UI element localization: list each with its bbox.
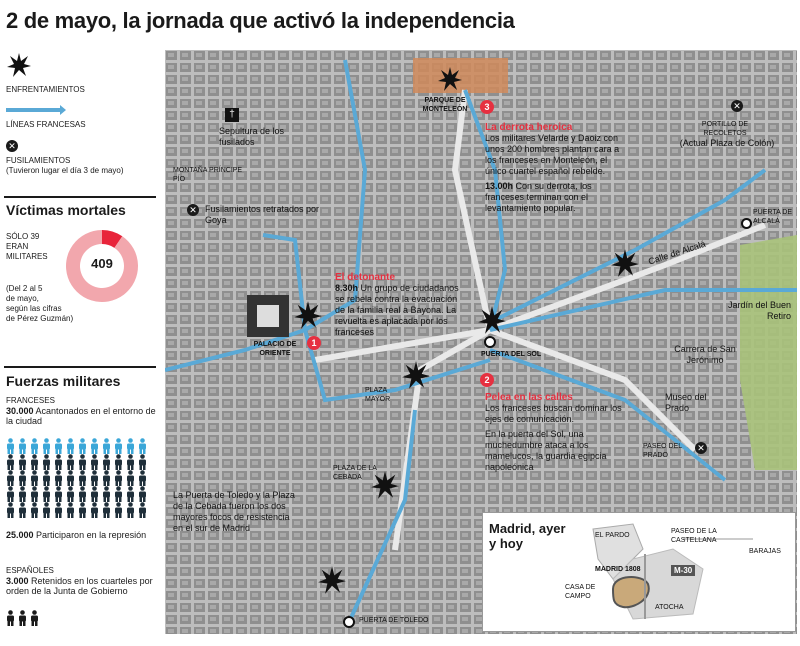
soldier-icon: [30, 454, 39, 470]
cross-icon: †: [225, 108, 239, 122]
inset-m30: M-30: [671, 565, 695, 576]
soldier-icon: [42, 502, 51, 518]
spanish-block: [6, 566, 156, 596]
soldier-icon: [126, 502, 135, 518]
spanish-label: ESPAÑOLES: [6, 566, 54, 575]
soldier-icon: [66, 454, 75, 470]
soldier-icon: [126, 486, 135, 502]
french-troops-icons: [6, 438, 158, 518]
legend-clashes: ENFRENTAMIENTOS: [6, 85, 85, 94]
victims-heading: Víctimas mortales: [6, 202, 126, 218]
soldier-icon: [42, 470, 51, 486]
soldier-icon: [126, 454, 135, 470]
spanish-count: 3.000: [6, 576, 29, 586]
soldier-icon: [66, 502, 75, 518]
event-text: Un grupo de ciudadanos se rebela contra la evacuación de la familia real a Bayona. La revuelta es aplacada por los franceses: [335, 283, 459, 337]
victims-note-line: de mayo,: [6, 294, 39, 303]
soldier-icon: [138, 470, 147, 486]
event-text: En la puerta del Sol, una muchedumbre ataca a los mamelucos, la guardia egipcia napoleónica: [485, 429, 607, 472]
inset-map: [482, 512, 796, 632]
explosion-icon: [610, 248, 640, 278]
explosion-icon: [6, 52, 32, 78]
soldier-icon: [6, 486, 15, 502]
french-block: [6, 396, 156, 426]
soldier-icon: [30, 502, 39, 518]
sol-marker: [484, 336, 496, 348]
soldier-icon: [54, 438, 63, 454]
soldier-icon: [66, 438, 75, 454]
victims-note: [6, 284, 73, 324]
soldier-icon: [54, 502, 63, 518]
repression-text: Participaron en la represión: [36, 530, 147, 540]
place-montana: MONTAÑA PRÍNCIPE PÍO: [173, 167, 243, 183]
soldier-icon: [102, 454, 111, 470]
soldier-icon: [78, 454, 87, 470]
soldier-icon: [18, 470, 27, 486]
soldier-icon: [78, 438, 87, 454]
soldier-icon: [90, 486, 99, 502]
execution-icon: ✕: [731, 100, 743, 112]
place-goya: Fusilamientos retratados por Goya: [205, 204, 320, 225]
event-title: La derrota heroica: [485, 122, 573, 133]
event-number: 2: [480, 373, 494, 387]
execution-icon: ✕: [6, 140, 18, 152]
forces-heading: Fuerzas militares: [6, 373, 121, 389]
french-lines-icon: [6, 105, 66, 115]
soldier-icon: [18, 454, 27, 470]
soldier-icon: [138, 502, 147, 518]
place-cebada: PLAZA DE LA CEBADA: [333, 465, 377, 481]
event-title: Pelea en las calles: [485, 392, 573, 403]
soldier-icon: [30, 470, 39, 486]
soldier-icon: [102, 470, 111, 486]
explosion-icon: [437, 66, 463, 92]
victims-note-line: según las cifras: [6, 304, 62, 313]
inset-title: Madrid, ayer y hoy: [489, 521, 566, 551]
repression-block: [6, 530, 156, 540]
event-3: [485, 122, 620, 214]
military-label-line: ERAN: [6, 242, 29, 251]
soldier-icon: [30, 610, 39, 626]
explosion-icon: [317, 565, 347, 595]
soldier-icon: [90, 438, 99, 454]
legend-lines: LÍNEAS FRANCESAS: [6, 120, 86, 129]
soldier-icon: [6, 470, 15, 486]
event-text: Los franceses buscan dominar los ejes de comunicación.: [485, 403, 622, 424]
soldier-icon: [6, 502, 15, 518]
soldier-icon: [114, 470, 123, 486]
soldier-icon: [54, 486, 63, 502]
place-recoletos: PORTILLO DE RECOLETOS: [701, 121, 749, 137]
french-count: 30.000: [6, 406, 34, 416]
french-label: FRANCESES: [6, 396, 55, 405]
victims-note-line: (Del 2 al 5: [6, 284, 43, 293]
soldier-icon: [54, 470, 63, 486]
soldier-icon: [90, 502, 99, 518]
soldier-icon: [30, 438, 39, 454]
soldier-icon: [138, 486, 147, 502]
inset-madrid1808: MADRID 1808: [595, 566, 641, 573]
soldier-icon: [114, 486, 123, 502]
explosion-icon: [293, 300, 323, 330]
soldier-icon: [138, 454, 147, 470]
soldier-icon: [114, 438, 123, 454]
soldier-icon: [102, 486, 111, 502]
execution-icon: ✕: [187, 204, 199, 216]
execution-icon: ✕: [695, 442, 707, 454]
soldier-icon: [66, 470, 75, 486]
soldier-icon: [42, 438, 51, 454]
place-alcala-gate: PUERTA DE ALCALÁ: [753, 209, 793, 225]
place-palacio: PALACIO DE ORIENTE: [253, 341, 297, 357]
soldier-icon: [126, 438, 135, 454]
event-text: Los militares Velarde y Daoiz con unos 200 hombres plantan cara a los franceses en Monteleón, el único cuartel español rebelde.: [485, 133, 620, 176]
soldier-icon: [126, 470, 135, 486]
place-paseo-prado: PASEO DEL PRADO: [643, 443, 682, 459]
legend-executions: FUSILAMIENTOS: [6, 156, 71, 165]
divider: [4, 196, 156, 198]
event-title: El detonante: [335, 272, 396, 283]
place-prado-museum: Museo del Prado: [665, 392, 707, 413]
toledo-marker: [343, 616, 355, 628]
event-text: Con su derrota, los franceses terminan con el levantamiento popular.: [485, 181, 592, 213]
event-number: 3: [480, 100, 494, 114]
soldier-icon: [54, 454, 63, 470]
place-sol: PUERTA DEL SOL: [481, 351, 542, 358]
place-plaza-mayor: PLAZA MAYOR: [365, 387, 391, 403]
soldier-icon: [18, 610, 27, 626]
soldier-icon: [6, 454, 15, 470]
alcala-marker: [741, 218, 752, 229]
soldier-icon: [18, 486, 27, 502]
soldier-icon: [18, 502, 27, 518]
inset-castellana: PASEO DE LA CASTELLANA: [671, 528, 717, 544]
soldier-icon: [30, 486, 39, 502]
soldier-icon: [6, 438, 15, 454]
soldier-icon: [114, 454, 123, 470]
military-label: [6, 232, 48, 262]
explosion-icon: [477, 305, 507, 335]
military-label-line: SÓLO 39: [6, 232, 40, 241]
inset-barajas: BARAJAS: [749, 548, 781, 555]
soldier-icon: [18, 438, 27, 454]
soldier-icon: [90, 454, 99, 470]
victims-total: 409: [91, 256, 113, 271]
explosion-icon: [401, 360, 431, 390]
event-time: 8.30h: [335, 283, 359, 293]
soldier-icon: [66, 486, 75, 502]
military-label-line: MILITARES: [6, 252, 48, 261]
place-recoletos-note: (Actual Plaza de Colón): [679, 138, 775, 148]
toledo-note: La Puerta de Toledo y la Plaza de la Cebada fueron los dos mayores focos de resistencia en el sur de Madrid: [173, 490, 295, 533]
place-retiro: Jardín del Buen Retiro: [727, 300, 791, 321]
soldier-icon: [102, 502, 111, 518]
soldier-icon: [138, 438, 147, 454]
soldier-icon: [78, 470, 87, 486]
soldier-icon: [78, 486, 87, 502]
legend-executions-note: (Tuvieron lugar el día 3 de mayo): [6, 166, 124, 175]
repression-count: 25.000: [6, 530, 34, 540]
inset-atocha: ATOCHA: [655, 604, 684, 611]
inset-el-pardo: EL PARDO: [595, 532, 630, 539]
soldier-icon: [90, 470, 99, 486]
soldier-icon: [102, 438, 111, 454]
place-calle-alcala: Calle de Alcalá: [647, 238, 707, 267]
event-1: [335, 272, 465, 338]
soldier-icon: [78, 502, 87, 518]
place-san-jeronimo: Carrera de San Jerónimo: [674, 344, 736, 365]
event-2: [485, 392, 625, 473]
soldier-icon: [114, 502, 123, 518]
victims-note-line: de Pérez Guzmán): [6, 314, 74, 323]
spanish-troops-icons: [6, 610, 42, 626]
place-monteleon: PARQUE DE MONTELEÓN: [422, 97, 468, 113]
soldier-icon: [42, 486, 51, 502]
french-text: Acantonados en el entorno de la ciudad: [6, 406, 156, 426]
divider: [4, 366, 156, 368]
page-title: 2 de mayo, la jornada que activó la independencia: [6, 8, 515, 33]
soldier-icon: [6, 610, 15, 626]
place-sepultura: Sepultura de los fusilados: [219, 126, 285, 147]
spanish-text: Retenidos en los cuarteles por orden de la Junta de Gobierno: [6, 576, 153, 596]
event-time: 13.00h: [485, 181, 514, 191]
soldier-icon: [42, 454, 51, 470]
place-toledo: PUERTA DE TOLEDO: [359, 617, 429, 624]
inset-casa-campo: CASA DE CAMPO: [565, 584, 596, 600]
legend: [6, 52, 124, 176]
event-number: 1: [307, 336, 321, 350]
